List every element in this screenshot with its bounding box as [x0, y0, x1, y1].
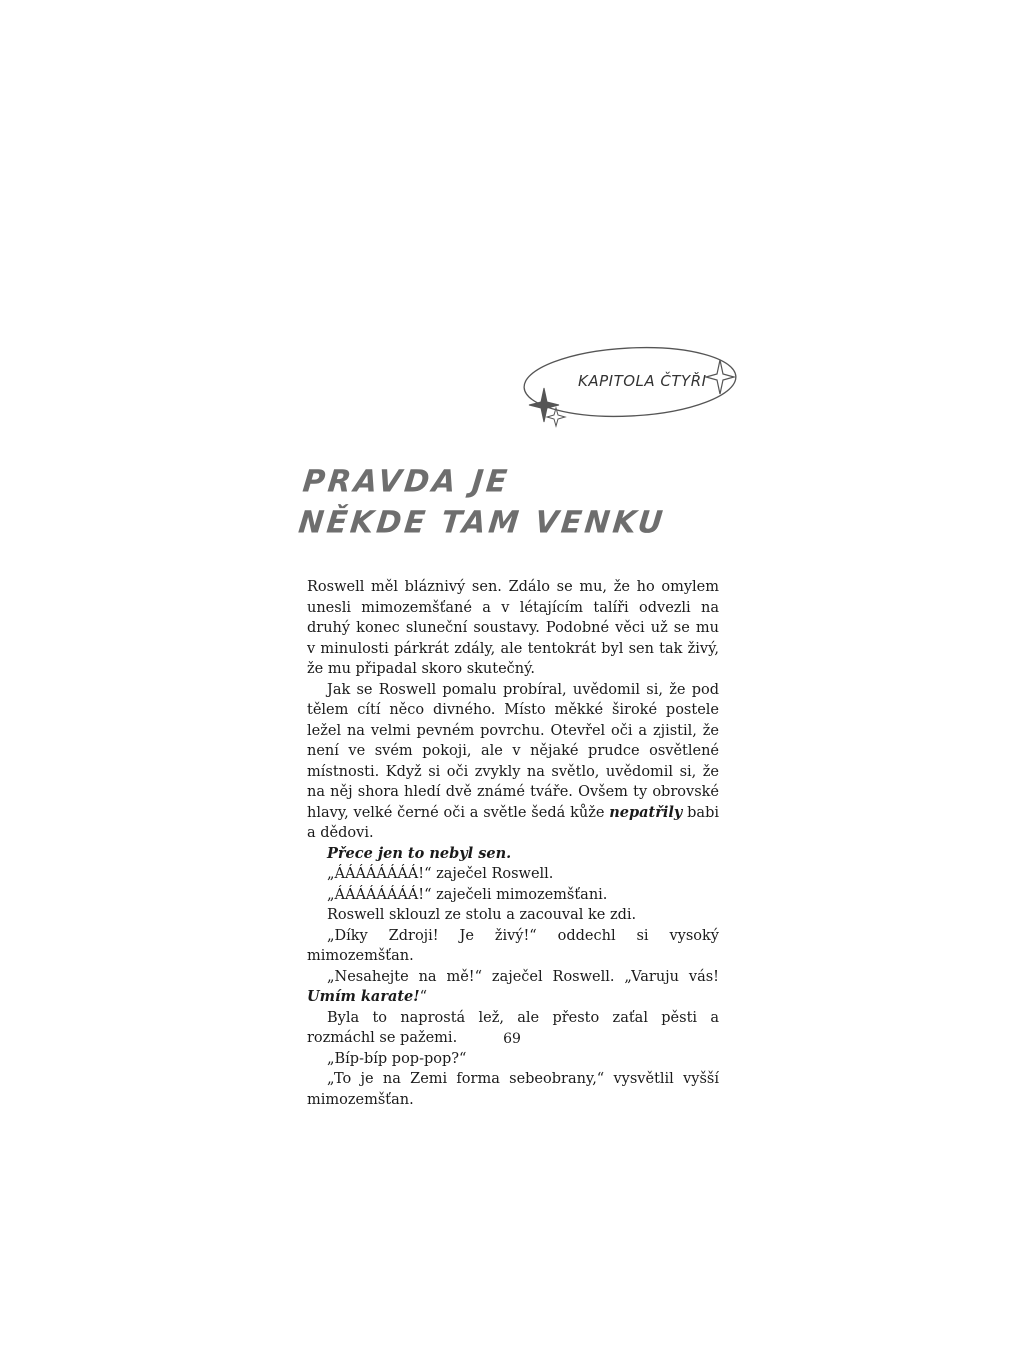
- chapter-label: KAPITOLA ČTYŘI: [578, 372, 707, 390]
- paragraph: [307, 1069, 719, 1110]
- paragraph: [307, 680, 719, 844]
- paragraph-text: „ÁÁÁÁÁÁÁÁ!“ zaječel Roswell.: [327, 866, 554, 882]
- paragraph-text: Roswell měl bláznivý sen. Zdálo se mu, že ho omylem unesli mimozemšťané a v létajícím talíři odvezli na druhý konec sluneční soustavy. Podobné věci už se mu v minulosti párkrát zdály, ale tentokrát byl sen tak živý, že mu připadal skoro skutečný.: [307, 579, 719, 677]
- paragraph: [307, 864, 719, 885]
- paragraph: [307, 844, 719, 865]
- chapter-title: [296, 462, 671, 544]
- paragraph-text: „Díky Zdroji! Je živý!“ oddechl si vysoký mimozemšťan.: [307, 927, 719, 964]
- chapter-badge: [520, 340, 745, 430]
- paragraph-text: Roswell sklouzl ze stolu a zacouval ke zdi.: [327, 907, 637, 923]
- paragraph: [307, 967, 719, 1008]
- paragraph: [307, 885, 719, 906]
- paragraph-text: “: [419, 989, 428, 1005]
- chapter-title-line-1: PRAVDA JE: [301, 464, 512, 500]
- emphasis-text: nepatřily: [609, 803, 683, 821]
- paragraph-text: „Nesahejte na mě!“ zaječel Roswell. „Varuju vás!: [327, 968, 719, 985]
- paragraph-text: „To je na Zemi forma sebeobrany,“ vysvětlil vyšší mimozemšťan.: [307, 1071, 719, 1108]
- paragraph: [307, 577, 719, 680]
- emphasis-text: Umím karate!: [307, 988, 420, 1005]
- paragraph: [307, 926, 719, 967]
- emphasis-text: Přece jen to nebyl sen.: [327, 844, 512, 862]
- chapter-title-line-2: NĚKDE TAM VENKU: [296, 504, 668, 541]
- paragraph-text: Jak se Roswell pomalu probíral, uvědomil si, že pod tělem cítí něco divného. Místo měkké široké postele ležel na velmi pevném povrchu. Otevřel oči a zjistil, že není ve svém pokoji, ale v nějaké prudce osvětlené místnosti. Když si oči zvykly na světlo, uvědomil si, že na něj shora hledí dvě známé tváře. Ovšem ty obrovské hlavy, velké černé oči a světle šedá kůže: [307, 681, 719, 821]
- paragraph: [307, 905, 719, 926]
- paragraph-text: babi a dědovi.: [307, 804, 719, 841]
- paragraph: [307, 1049, 719, 1070]
- paragraph-text: „ÁÁÁÁÁÁÁÁ!“ zaječeli mimozemšťani.: [327, 886, 608, 903]
- page-number: 69: [503, 1031, 521, 1047]
- paragraph-text: Byla to naprostá lež, ale přesto zaťal pěsti a rozmáchl se pažemi.: [307, 1009, 719, 1046]
- paragraph-text: „Bíp-bíp pop-pop?“: [327, 1050, 467, 1067]
